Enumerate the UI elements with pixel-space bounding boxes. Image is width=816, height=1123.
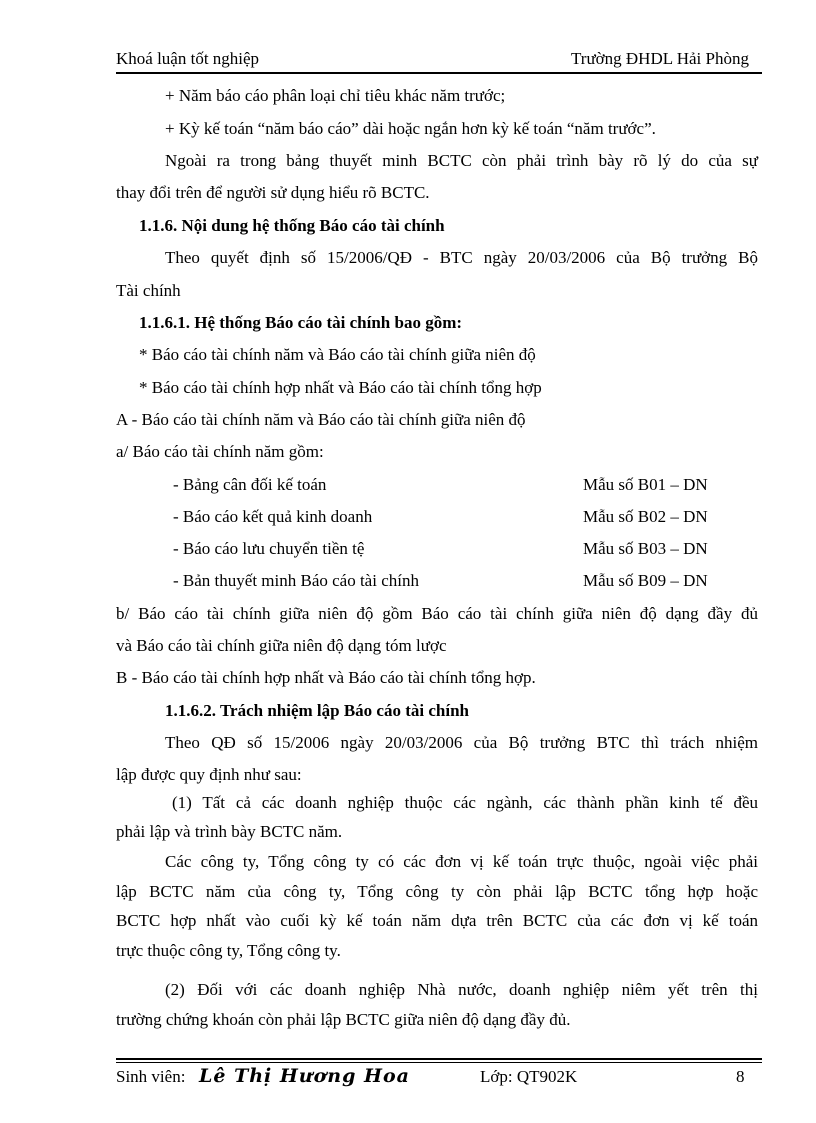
section-heading-1-1-6-2: 1.1.6.2. Trách nhiệm lập Báo cáo tài chính [165,701,469,720]
footer-divider-thin [116,1062,762,1063]
student-name-signature: Lê Thị Hương Hoa [199,1065,410,1087]
paragraph-line: BCTC hợp nhất vào cuối kỳ kế toán năm dựa trên BCTC của các đơn vị kế toán [116,911,758,930]
bullet-line: * Báo cáo tài chính hợp nhất và Báo cáo tài chính tổng hợp [139,378,542,397]
footer-divider [116,1058,762,1060]
paragraph-line: (1) Tất cả các doanh nghiệp thuộc các ngành, các thành phần kinh tế đều [172,793,758,812]
paragraph-line: trực thuộc công ty, Tổng công ty. [116,941,341,960]
section-heading-1-1-6: 1.1.6. Nội dung hệ thống Báo cáo tài chính [139,216,445,235]
paragraph-line: thay đổi trên để người sử dụng hiểu rõ BCTC. [116,183,430,202]
form-name: - Bảng cân đối kế toán [173,475,327,494]
form-code: Mẫu số B09 – DN [583,571,708,590]
paragraph-line: Theo QĐ số 15/2006 ngày 20/03/2006 của Bộ trưởng BTC thì trách nhiệm [165,733,758,752]
list-heading-a: A - Báo cáo tài chính năm và Báo cáo tài chính giữa niên độ [116,410,526,429]
form-code: Mẫu số B03 – DN [583,539,708,558]
page-number: 8 [736,1067,745,1086]
paragraph-line: b/ Báo cáo tài chính giữa niên độ gồm Báo cáo tài chính giữa niên độ dạng đầy đủ [116,604,758,623]
form-code: Mẫu số B02 – DN [583,507,708,526]
paragraph-line: trường chứng khoán còn phải lập BCTC giữa niên độ dạng đầy đủ. [116,1010,571,1029]
body-line: + Năm báo cáo phân loại chỉ tiêu khác năm trước; [165,86,506,105]
paragraph-line: Tài chính [116,281,181,300]
paragraph-line: Các công ty, Tổng công ty có các đơn vị kế toán trực thuộc, ngoài việc phải [165,852,758,871]
paragraph-line: và Báo cáo tài chính giữa niên độ dạng tóm lược [116,636,447,655]
list-heading-b: B - Báo cáo tài chính hợp nhất và Báo cáo tài chính tổng hợp. [116,668,536,687]
paragraph-line: phải lập và trình bày BCTC năm. [116,822,343,841]
paragraph-line: lập BCTC năm của công ty, Tổng công ty còn phải lập BCTC tổng hợp hoặc [116,882,758,901]
header-divider [116,72,762,74]
paragraph-line: Ngoài ra trong bảng thuyết minh BCTC còn phải trình bày rõ lý do của sự [165,151,758,170]
body-line: + Kỳ kế toán “năm báo cáo” dài hoặc ngắn hơn kỳ kế toán “năm trước”. [165,119,656,138]
paragraph-line: Theo quyết định số 15/2006/QĐ - BTC ngày 20/03/2006 của Bộ trưởng Bộ [165,248,758,267]
bullet-line: * Báo cáo tài chính năm và Báo cáo tài chính giữa niên độ [139,345,536,364]
class-label: Lớp: QT902K [480,1067,578,1086]
list-subheading-a: a/ Báo cáo tài chính năm gồm: [116,442,324,461]
form-code: Mẫu số B01 – DN [583,475,708,494]
form-name: - Báo cáo kết quả kinh doanh [173,507,373,526]
paragraph-line: lập được quy định như sau: [116,765,302,784]
paragraph-line: (2) Đối với các doanh nghiệp Nhà nước, doanh nghiệp niêm yết trên thị [165,980,758,999]
header-title-right: Trường ĐHDL Hải Phòng [571,49,749,68]
form-name: - Bản thuyết minh Báo cáo tài chính [173,571,419,590]
student-label: Sinh viên: [116,1067,186,1086]
header-title-left: Khoá luận tốt nghiệp [116,49,260,68]
section-heading-1-1-6-1: 1.1.6.1. Hệ thống Báo cáo tài chính bao gồm: [139,313,463,332]
form-name: - Báo cáo lưu chuyển tiền tệ [173,539,365,558]
